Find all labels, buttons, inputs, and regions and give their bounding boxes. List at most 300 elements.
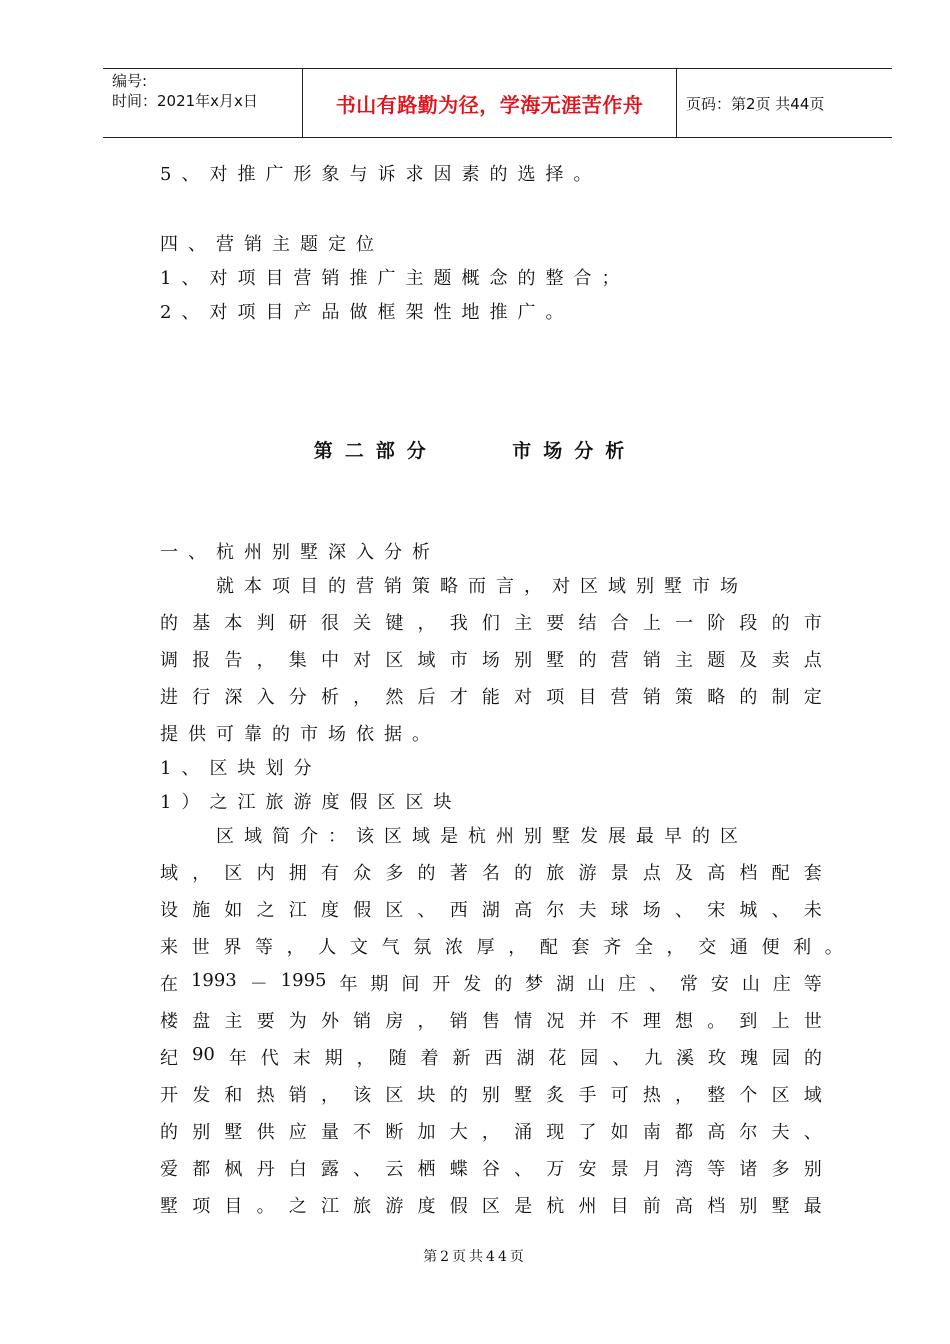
body-line [160, 1081, 822, 1107]
body-char: 况 [546, 1011, 565, 1032]
body-line [160, 933, 843, 959]
body-char: 庄 [618, 974, 637, 995]
body-char: 区 [385, 650, 404, 671]
body-char: 瑰 [740, 1048, 759, 1069]
body-char: 主 [224, 1011, 243, 1032]
body-char: 湖 [556, 974, 575, 995]
body-char: 目 [610, 1196, 629, 1217]
body-char: 制 [771, 687, 790, 708]
body-char: 加 [417, 1122, 436, 1143]
body-char: 销 [449, 1011, 468, 1032]
body-char: 拥 [288, 863, 307, 884]
body-char: 理 [642, 1011, 661, 1032]
body-char: ， [286, 937, 305, 958]
body-char: ， [675, 1085, 693, 1106]
body-char: 、 [353, 1159, 372, 1180]
serial-label: 编号: [112, 72, 148, 90]
body-char: 、 [648, 974, 667, 995]
body-char: 安 [710, 974, 729, 995]
body-char: 销 [288, 1085, 307, 1106]
body-char: 诸 [739, 1159, 758, 1180]
body-char: 主 [514, 613, 533, 634]
body-char: ， [356, 1048, 375, 1069]
body-char: 中 [320, 650, 339, 671]
body-line [160, 609, 822, 635]
body-char: 的 [160, 613, 178, 634]
body-char: 枫 [224, 1159, 243, 1180]
body-char: 期 [370, 974, 389, 995]
body-char: 对 [353, 650, 372, 671]
body-char: 析 [320, 687, 339, 708]
body-char: 、 [417, 900, 436, 921]
body-char: 游 [578, 863, 597, 884]
body-char: 有 [320, 863, 339, 884]
body-char: 区 [385, 900, 404, 921]
body-char: 目 [578, 687, 597, 708]
body-char: 盘 [192, 1011, 211, 1032]
body-char: － [249, 974, 268, 995]
body-char: 及 [675, 863, 693, 884]
body-char: 涌 [514, 1122, 533, 1143]
body-char: 。 [256, 1196, 275, 1217]
body-char: 丹 [256, 1159, 275, 1180]
body-char: 施 [192, 900, 211, 921]
body-char: 题 [707, 650, 726, 671]
body-char: 售 [481, 1011, 500, 1032]
body-char: 别 [803, 1159, 822, 1180]
body-char: 万 [546, 1159, 565, 1180]
body-char: 之 [288, 1196, 307, 1217]
body-char: 结 [578, 613, 597, 634]
header-meta [103, 69, 303, 137]
body-char: 园 [580, 1048, 599, 1069]
subheading: 一、杭州别墅深入分析 [160, 542, 440, 563]
body-char: 的 [514, 863, 533, 884]
body-char: 来 [160, 937, 178, 958]
body-char: 调 [160, 650, 178, 671]
body-char: 景 [610, 1159, 629, 1180]
body-char: 爱 [160, 1159, 178, 1180]
body-char: 湖 [516, 1048, 535, 1069]
body-char: 基 [192, 613, 211, 634]
body-char: 州 [578, 1196, 597, 1217]
body-char: 然 [385, 687, 404, 708]
body-char: 断 [385, 1122, 404, 1143]
body-char: 之 [256, 900, 275, 921]
body-char: 销 [642, 687, 661, 708]
body-char: 段 [739, 613, 758, 634]
body-char: 山 [587, 974, 606, 995]
body-char: 间 [401, 974, 420, 995]
body-char: 交 [698, 937, 717, 958]
body-char: 、 [514, 1159, 533, 1180]
body-char: 合 [610, 613, 629, 634]
body-char: 点 [642, 863, 661, 884]
body-char: 内 [256, 863, 275, 884]
body-char: ， [192, 863, 211, 884]
body-char: 。 [707, 1011, 726, 1032]
body-char: 西 [449, 900, 468, 921]
body-char: 量 [320, 1122, 339, 1143]
body-char: 区 [481, 1196, 500, 1217]
body-char: 外 [320, 1011, 339, 1032]
body-char: 白 [288, 1159, 307, 1180]
body-char: 块 [417, 1085, 436, 1106]
body-char: 九 [644, 1048, 663, 1069]
body-char: 深 [224, 687, 243, 708]
body-char: ， [508, 937, 527, 958]
body-line [160, 1192, 822, 1218]
body-char: 杭 [546, 1196, 565, 1217]
body-char: 情 [514, 1011, 533, 1032]
body-char: 市 [449, 650, 468, 671]
body-line [160, 683, 822, 709]
body-char: 销 [642, 650, 661, 671]
body-char: 档 [739, 863, 758, 884]
body-char: 常 [679, 974, 698, 995]
body-char: ， [353, 687, 372, 708]
body-char: 。 [824, 937, 843, 958]
body-char: 湾 [675, 1159, 693, 1180]
body-char: 别 [514, 650, 533, 671]
body-char: 玫 [708, 1048, 727, 1069]
body-char: 要 [546, 613, 565, 634]
body-char: 山 [741, 974, 760, 995]
body-char: 点 [803, 650, 822, 671]
body-char: 尔 [739, 1122, 758, 1143]
body-char: 套 [571, 937, 590, 958]
intro-line: 1、对项目营销推广主题概念的整合； [160, 268, 630, 289]
body-char: 浓 [444, 937, 463, 958]
body-char: 代 [260, 1048, 279, 1069]
body-line [160, 1118, 822, 1144]
body-char: 档 [707, 1196, 726, 1217]
body-char: 假 [449, 1196, 468, 1217]
body-char: 和 [224, 1085, 243, 1106]
body-char: 项 [192, 1196, 211, 1217]
body-char: 市 [803, 613, 822, 634]
body-char: 场 [481, 650, 500, 671]
body-char: 、 [803, 1122, 822, 1143]
body-char: 期 [324, 1048, 343, 1069]
body-char: 夫 [771, 1122, 790, 1143]
body-char: 主 [675, 650, 693, 671]
body-char: 楼 [160, 1011, 178, 1032]
body-char: ， [320, 1085, 339, 1106]
body-char: 域 [417, 650, 436, 671]
body-char: 们 [481, 613, 500, 634]
body-char: 年 [228, 1048, 247, 1069]
body-char: 、 [675, 900, 693, 921]
body-char: 尔 [546, 900, 565, 921]
body-char: 上 [642, 613, 661, 634]
body-char: 西 [484, 1048, 503, 1069]
subheading-theme: 四、营销主题定位 [160, 234, 384, 255]
body-char: 未 [803, 900, 822, 921]
body-char: 旅 [353, 1196, 372, 1217]
body-char: 度 [417, 1196, 436, 1217]
body-char: 不 [353, 1122, 372, 1143]
subheading: 1）之江旅游度假区区块 [160, 792, 462, 813]
body-char: 都 [192, 1159, 211, 1180]
body-char: 到 [739, 1011, 758, 1032]
body-char: 界 [223, 937, 242, 958]
section-title: 第二部分 市场分析 [313, 440, 637, 462]
body-char: 才 [449, 687, 468, 708]
page-footer: 第2页共44页 [423, 1249, 527, 1265]
body-line [160, 896, 822, 922]
body-char: 随 [388, 1048, 407, 1069]
body-char: 球 [610, 900, 629, 921]
body-char: 房 [385, 1011, 404, 1032]
body-char: 大 [449, 1122, 468, 1143]
header-page-code: 页码：第2页 共44页 [686, 94, 825, 113]
body-line [160, 1007, 822, 1033]
body-char: ， [417, 613, 436, 634]
body-char: 文 [349, 937, 368, 958]
body-char: 全 [634, 937, 653, 958]
body-char: ， [256, 650, 275, 671]
body-char: 及 [739, 650, 758, 671]
body-char: 入 [256, 687, 275, 708]
body-char: 、 [771, 900, 790, 921]
body-char: 齐 [603, 937, 622, 958]
body-char: 园 [772, 1048, 791, 1069]
body-char: 、 [612, 1048, 631, 1069]
body-line [160, 1044, 822, 1070]
body-char: 能 [481, 687, 500, 708]
body-char: 键 [385, 613, 404, 634]
body-char: 个 [739, 1085, 758, 1106]
body-char: 发 [463, 974, 482, 995]
body-char: 区 [224, 863, 243, 884]
body-char: 等 [803, 974, 822, 995]
body-char: 手 [578, 1085, 597, 1106]
body-char: 开 [160, 1085, 178, 1106]
body-char: 年 [339, 974, 358, 995]
body-char: 如 [610, 1122, 629, 1143]
body-char: 1995 [280, 970, 327, 991]
body-char: 夫 [578, 900, 597, 921]
body-char: 可 [610, 1085, 629, 1106]
body-char: 设 [160, 900, 178, 921]
body-char: 1993 [190, 970, 237, 991]
body-char: 最 [803, 1196, 822, 1217]
body-char: 上 [771, 1011, 790, 1032]
intro-line: 5、对推广形象与诉求因素的选择。 [160, 164, 602, 185]
body-char: 多 [771, 1159, 790, 1180]
body-char: 研 [288, 613, 307, 634]
body-char: 露 [320, 1159, 339, 1180]
body-char: 蝶 [449, 1159, 468, 1180]
body-char: 利 [793, 937, 812, 958]
body-char: 世 [803, 1011, 822, 1032]
page-header [103, 68, 892, 138]
body-char: 进 [160, 687, 178, 708]
body-line: 区域简介：该区域是杭州别墅发展最早的区 [160, 826, 748, 847]
body-char: 人 [318, 937, 337, 958]
body-char: 纪 [160, 1048, 178, 1069]
body-char: 要 [256, 1011, 275, 1032]
body-char: 江 [288, 900, 307, 921]
body-char: 热 [642, 1085, 661, 1106]
body-char: 是 [514, 1196, 533, 1217]
body-char: 气 [381, 937, 400, 958]
body-char: ， [481, 1122, 500, 1143]
body-char: 配 [771, 863, 790, 884]
body-char: 前 [642, 1196, 661, 1217]
body-char: 墅 [771, 1196, 790, 1217]
body-char: 多 [385, 863, 404, 884]
body-char: 城 [739, 900, 758, 921]
body-char: 判 [256, 613, 275, 634]
body-line: 提供可靠的市场依据。 [160, 724, 440, 745]
body-char: 安 [578, 1159, 597, 1180]
body-char: 别 [739, 1196, 758, 1217]
body-char: 云 [385, 1159, 404, 1180]
body-char: 游 [385, 1196, 404, 1217]
body-char: 的 [494, 974, 513, 995]
body-char: 墅 [224, 1122, 243, 1143]
body-char: 90 [191, 1044, 215, 1065]
body-char: 世 [191, 937, 210, 958]
body-char: 等 [707, 1159, 726, 1180]
body-char: 别 [481, 1085, 500, 1106]
body-char: 后 [417, 687, 436, 708]
body-char: 的 [771, 613, 790, 634]
body-char: 为 [288, 1011, 307, 1032]
body-char: 告 [224, 650, 243, 671]
body-char: 着 [420, 1048, 439, 1069]
body-char: 域 [803, 1085, 822, 1106]
body-char: 的 [449, 1085, 468, 1106]
body-char: 略 [707, 687, 726, 708]
body-char: 区 [771, 1085, 790, 1106]
body-char: 南 [642, 1122, 661, 1143]
body-char: 炙 [546, 1085, 565, 1106]
body-char: 项 [546, 687, 565, 708]
body-char: 墅 [514, 1085, 533, 1106]
body-char: 的 [578, 650, 597, 671]
body-char: 卖 [771, 650, 790, 671]
body-char: 营 [610, 687, 629, 708]
body-char: 末 [292, 1048, 311, 1069]
body-char: 配 [539, 937, 558, 958]
body-char: 的 [417, 863, 436, 884]
body-char: 谷 [481, 1159, 500, 1180]
body-char: 湖 [481, 900, 500, 921]
subheading: 1、区块划分 [160, 758, 322, 779]
body-char: 溪 [676, 1048, 695, 1069]
body-char: 的 [160, 1122, 178, 1143]
body-char: 别 [192, 1122, 211, 1143]
body-char: 花 [548, 1048, 567, 1069]
body-char: 套 [803, 863, 822, 884]
body-char: 热 [256, 1085, 275, 1106]
body-char: 如 [224, 900, 243, 921]
body-char: 行 [192, 687, 211, 708]
body-char: 厚 [476, 937, 495, 958]
body-char: 旅 [546, 863, 565, 884]
body-char: 的 [739, 687, 758, 708]
body-char: 度 [320, 900, 339, 921]
body-line [160, 646, 822, 672]
body-char: 的 [803, 1048, 822, 1069]
body-char: 等 [254, 937, 273, 958]
body-char: 目 [224, 1196, 243, 1217]
body-char: 域 [160, 863, 178, 884]
body-char: 名 [481, 863, 500, 884]
body-char: 梦 [525, 974, 544, 995]
body-char: 不 [610, 1011, 629, 1032]
body-char: 新 [452, 1048, 471, 1069]
body-char: 现 [546, 1122, 565, 1143]
body-char: 著 [449, 863, 468, 884]
body-char: 想 [675, 1011, 693, 1032]
body-char: 高 [707, 1122, 726, 1143]
body-char: 场 [642, 900, 661, 921]
body-char: 氛 [413, 937, 432, 958]
body-char: 通 [729, 937, 748, 958]
body-char: 阶 [707, 613, 726, 634]
body-char: 都 [675, 1122, 693, 1143]
body-char: 区 [385, 1085, 404, 1106]
body-char: 发 [192, 1085, 211, 1106]
body-char: 对 [514, 687, 533, 708]
body-char: 栖 [417, 1159, 436, 1180]
body-char: 开 [432, 974, 451, 995]
body-char: 供 [256, 1122, 275, 1143]
intro-line: 2、对项目产品做框架性地推广。 [160, 302, 574, 323]
body-char: 关 [353, 613, 372, 634]
body-line: 就本项目的营销策略而言，对区域别墅市场 [160, 576, 748, 597]
body-char: 应 [288, 1122, 307, 1143]
body-char: 该 [353, 1085, 372, 1106]
body-line [160, 970, 822, 996]
body-char: 在 [160, 974, 178, 995]
body-char: 了 [578, 1122, 597, 1143]
body-char: 一 [675, 613, 693, 634]
body-char: ， [417, 1011, 436, 1032]
body-char: 庄 [772, 974, 791, 995]
body-char: 定 [803, 687, 822, 708]
body-char: 并 [578, 1011, 597, 1032]
body-char: 报 [192, 650, 211, 671]
body-char: 本 [224, 613, 243, 634]
body-char: 景 [610, 863, 629, 884]
header-motto-cell [303, 69, 677, 137]
body-char: 高 [707, 863, 726, 884]
body-char: 墅 [160, 1196, 178, 1217]
header-page-code-cell [677, 69, 892, 137]
body-char: 江 [320, 1196, 339, 1217]
body-char: 众 [353, 863, 372, 884]
body-line [160, 859, 822, 885]
body-char: 宋 [707, 900, 726, 921]
body-char: 墅 [546, 650, 565, 671]
body-char: 营 [610, 650, 629, 671]
body-char: 整 [707, 1085, 726, 1106]
body-char: ， [666, 937, 685, 958]
body-char: 假 [353, 900, 372, 921]
body-char: 销 [353, 1011, 372, 1032]
body-char: 很 [320, 613, 339, 634]
body-char: 分 [288, 687, 307, 708]
body-char: 策 [675, 687, 693, 708]
body-char: 高 [514, 900, 533, 921]
body-line [160, 1155, 822, 1181]
body-char: 我 [449, 613, 468, 634]
